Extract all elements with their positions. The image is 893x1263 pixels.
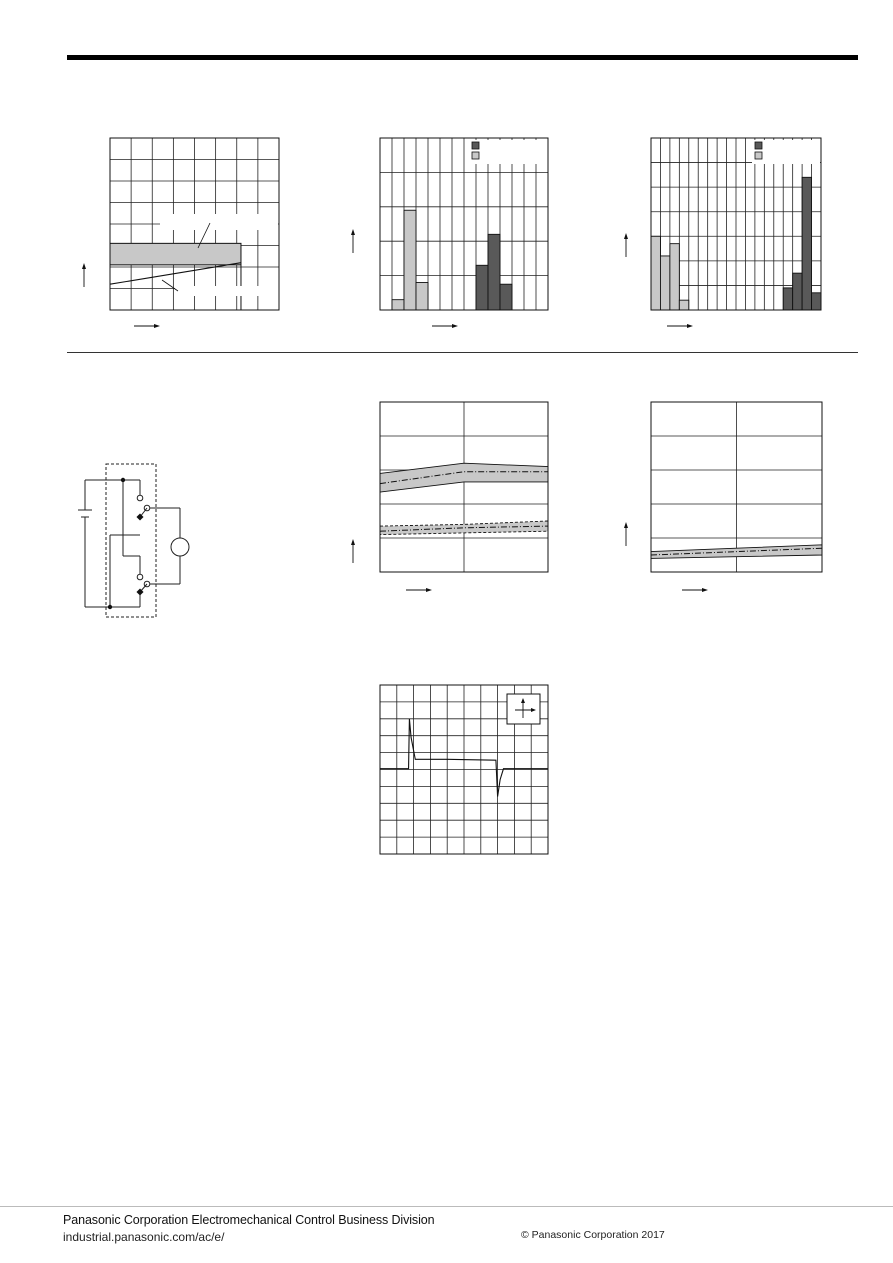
relay-dashed-box	[106, 464, 156, 617]
contact-no-1	[137, 495, 143, 501]
load-circle	[171, 538, 189, 556]
footer-company: Panasonic Corporation Electromechanical Control Business Division	[63, 1213, 435, 1227]
footer-url[interactable]: industrial.panasonic.com/ac/e/	[63, 1230, 225, 1244]
footer-rule	[0, 1206, 893, 1207]
junction-dot	[121, 478, 125, 482]
footer-copyright: © Panasonic Corporation 2017	[521, 1229, 665, 1241]
junction-dot	[108, 605, 112, 609]
contact-no-2	[137, 574, 143, 580]
